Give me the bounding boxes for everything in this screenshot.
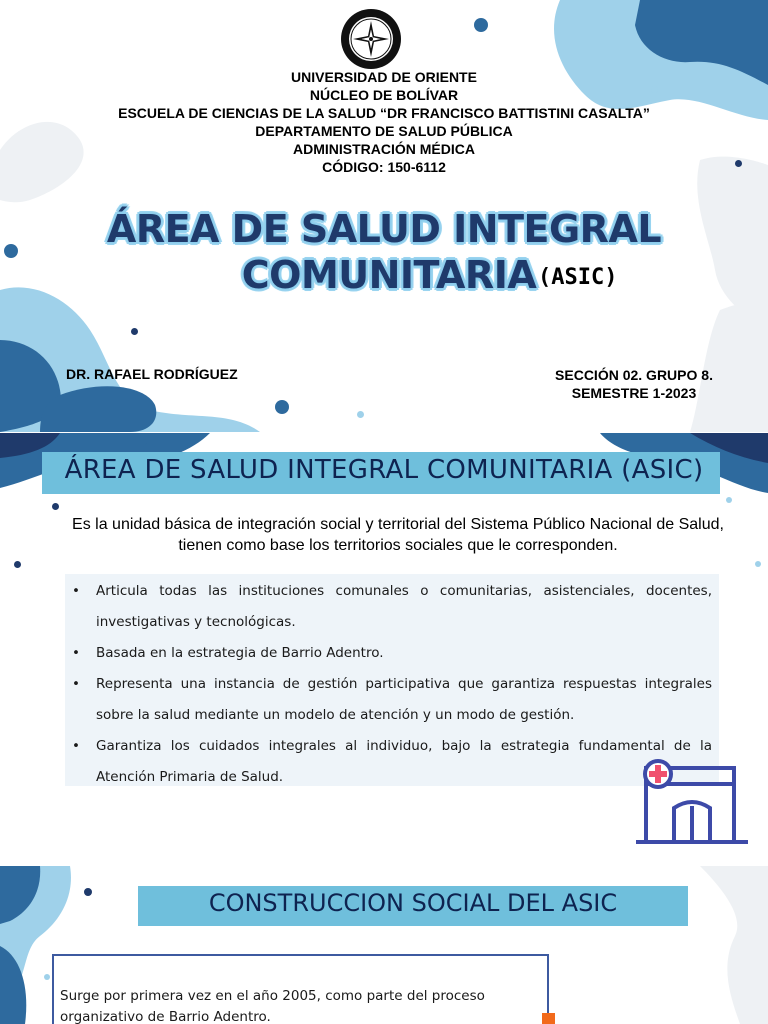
header-line: CÓDIGO: 150-6112 (322, 159, 446, 175)
author-name: DR. RAFAEL RODRÍGUEZ (66, 366, 238, 382)
decorative-dot (275, 400, 289, 414)
presentation-title-line2: COMUNITARIA (241, 253, 537, 297)
decorative-dot (474, 18, 488, 32)
text-line: organizativo de Barrio Adentro. (60, 1009, 271, 1024)
decorative-dot (726, 497, 732, 503)
decorative-dot (14, 561, 21, 568)
university-seal-icon (340, 8, 402, 70)
decorative-dot (357, 411, 364, 418)
semester: SEMESTRE 1-2023 (571, 385, 697, 401)
text-box-content (60, 986, 540, 1024)
connector-marker (542, 1013, 555, 1024)
header-line: ADMINISTRACIÓN MÉDICA (293, 141, 475, 157)
header-line: UNIVERSIDAD DE ORIENTE (291, 69, 477, 85)
institution-header (0, 68, 768, 176)
list-item: • Representa una instancia de gestión participativa que garantiza respuestas integrales sobre la salud mediante un modelo de atención y un modo de gestión. (70, 669, 712, 731)
section-group: SECCIÓN 02. GRUPO 8. (555, 367, 713, 383)
decorative-dot (131, 328, 138, 335)
decorative-dot (44, 974, 50, 980)
list-item: • Garantiza los cuidados integrales al individuo, bajo la estrategia fundamental de la Atención Primaria de Salud. (70, 731, 712, 793)
slide-definition (0, 433, 768, 865)
slide-title (0, 0, 768, 432)
header-line: ESCUELA DE CIENCIAS DE LA SALUD “DR FRANCISCO BATTISTINI CASALTA” (118, 105, 650, 121)
slide-construction (0, 866, 768, 1024)
slide-heading: ÁREA DE SALUD INTEGRAL COMUNITARIA (ASIC) (64, 455, 704, 485)
title-acronym: (ASIC) (538, 265, 618, 290)
bullet-list (70, 576, 712, 793)
header-line: DEPARTAMENTO DE SALUD PÚBLICA (255, 123, 513, 139)
slide-heading: CONSTRUCCION SOCIAL DEL ASIC (208, 889, 618, 917)
section-info (534, 366, 734, 402)
presentation-title: ÁREA DE SALUD INTEGRAL (106, 207, 662, 251)
list-item: • Articula todas las instituciones comunales o comunitarias, asistenciales, docentes, investigativas y tecnológicas. (70, 576, 712, 638)
header-line: NÚCLEO DE BOLÍVAR (309, 87, 459, 103)
hospital-icon (634, 758, 750, 854)
list-item: • Basada en la estrategia de Barrio Adentro. (70, 638, 712, 669)
decorative-dot (84, 888, 92, 896)
definition-paragraph: Es la unidad básica de integración social y territorial del Sistema Público Nacional de Salud, tienen como base los territorios sociales que le corresponden. (72, 516, 724, 554)
decorative-dot (755, 561, 761, 567)
decorative-dot (52, 503, 59, 510)
text-line: Surge por primera vez en el año 2005, como parte del proceso (60, 988, 485, 1004)
